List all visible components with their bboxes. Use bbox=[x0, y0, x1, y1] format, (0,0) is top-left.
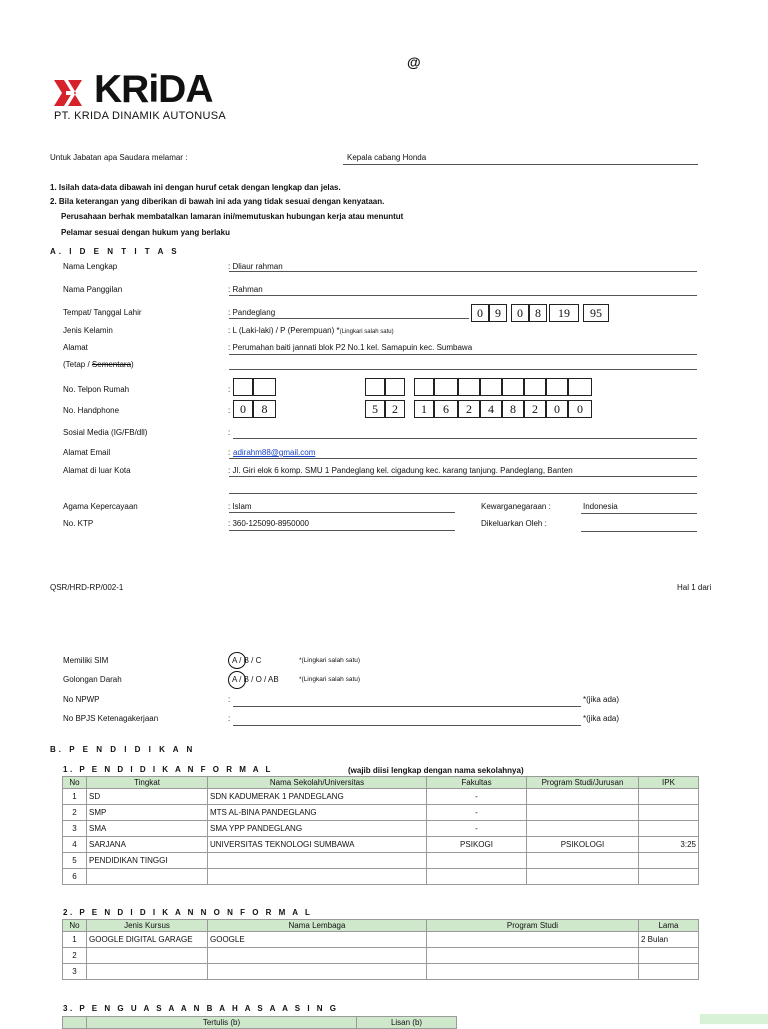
golongan-darah-label: Golongan Darah bbox=[63, 675, 122, 684]
row-jenis-kursus[interactable]: GOOGLE DIGITAL GARAGE bbox=[87, 932, 208, 948]
col-header-no: No bbox=[63, 777, 87, 789]
row-jurusan[interactable] bbox=[527, 853, 639, 869]
agama-label: Agama Kepercayaan bbox=[63, 502, 138, 511]
hp-box-2[interactable]: 8 bbox=[253, 400, 276, 418]
col-header-program-studi: Program Studi bbox=[427, 920, 639, 932]
dob-box-6[interactable]: 95 bbox=[583, 304, 609, 322]
instruction-2: 2. Bila keterangan yang diberikan di bawah ini ada yang tidak sesuai dengan kenyataan. bbox=[50, 197, 385, 206]
jenis-kelamin-value[interactable] bbox=[228, 326, 394, 335]
nama-lengkap-value[interactable]: : Dliaur rahman bbox=[228, 262, 283, 271]
table-row bbox=[63, 805, 699, 821]
hp-box-4[interactable]: 2 bbox=[385, 400, 405, 418]
row-fakultas[interactable] bbox=[427, 869, 527, 885]
position-value[interactable]: Kepala cabang Honda bbox=[347, 153, 427, 162]
page-number: Hal 1 dari bbox=[677, 583, 712, 592]
row-no: 3 bbox=[63, 821, 87, 837]
table-row bbox=[63, 964, 699, 980]
alamat-underline-1 bbox=[229, 354, 697, 355]
instruction-1: 1. Isilah data-data dibawah ini dengan huruf cetak dengan lengkap dan jelas. bbox=[50, 183, 341, 192]
col-header-tingkat: Tingkat bbox=[87, 777, 208, 789]
email-label: Alamat Email bbox=[63, 448, 111, 457]
telpon-box-3[interactable] bbox=[365, 378, 385, 396]
bahasa-table bbox=[62, 1016, 457, 1029]
ttl-label: Tempat/ Tanggal Lahir bbox=[63, 308, 142, 317]
formal-note: (wajib diisi lengkap dengan nama sekolahnya) bbox=[348, 766, 524, 775]
hp-box-12[interactable]: 0 bbox=[568, 400, 592, 418]
telpon-box-8[interactable] bbox=[480, 378, 502, 396]
section-pendidikan: B. P E N D I D I K A N bbox=[50, 745, 196, 754]
sosmed-underline bbox=[233, 438, 697, 439]
row-lembaga[interactable]: GOOGLE bbox=[208, 932, 427, 948]
alamat-luar-underline-2 bbox=[229, 493, 697, 494]
sosmed-colon: : bbox=[228, 428, 231, 437]
row-tingkat[interactable]: SD bbox=[87, 789, 208, 805]
row-program-studi[interactable] bbox=[427, 964, 639, 980]
row-jurusan[interactable]: PSIKOLOGI bbox=[527, 837, 639, 853]
hp-box-7[interactable]: 2 bbox=[458, 400, 480, 418]
sim-options[interactable]: A / B / C bbox=[232, 656, 262, 665]
col-header-jenis-kursus: Jenis Kursus bbox=[87, 920, 208, 932]
alamat-underline-2 bbox=[229, 369, 697, 370]
alamat-luar-underline-1 bbox=[229, 476, 697, 477]
table-row bbox=[63, 869, 699, 885]
instruction-3: Perusahaan berhak membatalkan lamaran ini/memutuskan hubungan kerja atau menuntut bbox=[61, 212, 404, 221]
row-fakultas[interactable]: - bbox=[427, 789, 527, 805]
npwp-underline[interactable] bbox=[233, 706, 581, 707]
row-lama[interactable]: 2 Bulan bbox=[639, 932, 699, 948]
telpon-box-11[interactable] bbox=[546, 378, 568, 396]
alamat-status-struck: Sementara bbox=[91, 360, 132, 369]
row-jurusan[interactable] bbox=[527, 821, 639, 837]
row-ipk[interactable] bbox=[639, 853, 699, 869]
golongan-darah-options[interactable]: A / B / O / AB bbox=[232, 675, 279, 684]
hp-box-6[interactable]: 6 bbox=[434, 400, 458, 418]
company-name: PT. KRIDA DINAMIK AUTONUSA bbox=[54, 110, 227, 122]
row-tingkat[interactable]: SARJANA bbox=[87, 837, 208, 853]
ttl-value[interactable]: : Pandeglang bbox=[228, 308, 276, 317]
row-program-studi[interactable] bbox=[427, 932, 639, 948]
kewarganegaraan-label: Kewarganegaraan : bbox=[481, 502, 551, 511]
sim-note: *(Lingkari salah satu) bbox=[299, 657, 361, 664]
nama-panggilan-underline bbox=[229, 295, 697, 296]
row-lama[interactable] bbox=[639, 964, 699, 980]
nama-lengkap-underline bbox=[229, 271, 697, 272]
section-pendidikan-formal: 1. P E N D I D I K A N F O R M A L bbox=[63, 765, 273, 774]
row-no: 2 bbox=[63, 805, 87, 821]
row-jenis-kursus[interactable] bbox=[87, 948, 208, 964]
position-underline bbox=[343, 164, 698, 165]
row-tingkat[interactable]: SMA bbox=[87, 821, 208, 837]
row-jenis-kursus[interactable] bbox=[87, 964, 208, 980]
doc-code: QSR/HRD-RP/002-1 bbox=[50, 583, 124, 592]
telpon-colon: : bbox=[228, 385, 231, 394]
bpjs-colon: : bbox=[228, 714, 231, 723]
alamat-value[interactable]: : Perumahan baiti jannati blok P2 No.1 kel. Samapuin kec. Sumbawa bbox=[228, 343, 473, 352]
row-jurusan[interactable] bbox=[527, 805, 639, 821]
col-header-tertulis: Tertulis (b) bbox=[87, 1017, 357, 1029]
alamat-status bbox=[63, 360, 134, 369]
hp-box-9[interactable]: 8 bbox=[502, 400, 524, 418]
formal-table-header bbox=[63, 777, 699, 789]
row-sekolah[interactable]: MTS AL-BINA PANDEGLANG bbox=[208, 805, 427, 821]
telpon-box-9[interactable] bbox=[502, 378, 524, 396]
nama-lengkap-label: Nama Lengkap bbox=[63, 262, 118, 271]
jenis-kelamin-label: Jenis Kelamin bbox=[63, 326, 113, 335]
hp-box-5[interactable]: 1 bbox=[414, 400, 434, 418]
row-sekolah[interactable]: UNIVERSITAS TEKNOLOGI SUMBAWA bbox=[208, 837, 427, 853]
darah-circle bbox=[228, 671, 246, 689]
col-header-lisan: Lisan (b) bbox=[357, 1017, 457, 1029]
col-header-fakultas: Fakultas bbox=[427, 777, 527, 789]
nama-panggilan-value[interactable]: : Rahman bbox=[228, 285, 263, 294]
col-header-blank bbox=[63, 1017, 87, 1029]
table-row bbox=[63, 789, 699, 805]
telpon-box-2[interactable] bbox=[253, 378, 276, 396]
sim-circle bbox=[228, 652, 246, 669]
at-symbol: @ bbox=[407, 54, 421, 70]
dob-box-1[interactable]: 0 bbox=[471, 304, 489, 322]
table-row bbox=[63, 821, 699, 837]
npwp-label: No NPWP bbox=[63, 695, 100, 704]
npwp-note: *(jika ada) bbox=[583, 695, 620, 704]
telpon-label: No. Telpon Rumah bbox=[63, 385, 130, 394]
ttl-underline bbox=[229, 318, 469, 319]
row-fakultas[interactable]: - bbox=[427, 805, 527, 821]
hp-box-1[interactable]: 0 bbox=[233, 400, 253, 418]
col-header-no: No bbox=[63, 920, 87, 932]
handphone-colon: : bbox=[228, 406, 231, 415]
alamat-luar-label: Alamat di luar Kota bbox=[63, 466, 131, 475]
alamat-label: Alamat bbox=[63, 343, 88, 352]
row-sekolah[interactable] bbox=[208, 853, 427, 869]
row-no: 2 bbox=[63, 948, 87, 964]
ktp-label: No. KTP bbox=[63, 519, 94, 528]
email-colon: : bbox=[228, 448, 231, 457]
dikeluarkan-underline bbox=[581, 531, 697, 532]
table-row bbox=[63, 853, 699, 869]
nonformal-table-header bbox=[63, 920, 699, 932]
hp-box-11[interactable]: 0 bbox=[546, 400, 568, 418]
col-header-ipk: IPK bbox=[639, 777, 699, 789]
row-lama[interactable] bbox=[639, 948, 699, 964]
logo-wordmark: KRiDA bbox=[94, 68, 213, 111]
jenis-kelamin-options: : L (Laki-laki) / P (Perempuan) * bbox=[228, 326, 340, 335]
alamat-luar-value[interactable]: : Jl. Giri elok 6 komp. SMU 1 Pandeglang kel. cigadung kec. karang tanjung. Pandeglang, Banten bbox=[228, 466, 573, 475]
row-fakultas[interactable]: PSIKOGI bbox=[427, 837, 527, 853]
row-lembaga[interactable] bbox=[208, 964, 427, 980]
row-tingkat[interactable]: PENDIDIKAN TINGGI bbox=[87, 853, 208, 869]
section-pendidikan-nonformal: 2. P E N D I D I K A N N O N F O R M A L bbox=[63, 908, 313, 917]
dob-box-3[interactable]: 0 bbox=[511, 304, 529, 322]
agama-underline bbox=[229, 512, 455, 513]
row-no: 6 bbox=[63, 869, 87, 885]
sosmed-label: Sosial Media (IG/FB/dll) bbox=[63, 428, 148, 437]
telpon-box-5[interactable] bbox=[414, 378, 434, 396]
golongan-darah-note: *(Lingkari salah satu) bbox=[299, 676, 361, 683]
sim-label: Memiliki SIM bbox=[63, 656, 109, 665]
row-ipk[interactable] bbox=[639, 821, 699, 837]
row-fakultas[interactable]: - bbox=[427, 821, 527, 837]
hp-box-3[interactable]: 5 bbox=[365, 400, 385, 418]
instruction-4: Pelamar sesuai dengan hukum yang berlaku bbox=[61, 228, 230, 237]
table-row bbox=[63, 932, 699, 948]
alamat-status-prefix: (Tetap / bbox=[63, 360, 92, 369]
telpon-box-6[interactable] bbox=[434, 378, 458, 396]
dob-box-4[interactable]: 8 bbox=[529, 304, 547, 322]
row-ipk[interactable] bbox=[639, 869, 699, 885]
ktp-value[interactable]: : 360-125090-8950000 bbox=[228, 519, 309, 528]
position-label: Untuk Jabatan apa Saudara melamar : bbox=[50, 153, 188, 162]
row-no: 5 bbox=[63, 853, 87, 869]
email-link[interactable]: adirahm88@gmail.com bbox=[233, 448, 316, 457]
bpjs-note: *(jika ada) bbox=[583, 714, 620, 723]
table-row bbox=[63, 837, 699, 853]
row-program-studi[interactable] bbox=[427, 948, 639, 964]
bpjs-label: No BPJS Ketenagakerjaan bbox=[63, 714, 159, 723]
row-ipk[interactable]: 3:25 bbox=[639, 837, 699, 853]
col-header-jurusan: Program Studi/Jurusan bbox=[527, 777, 639, 789]
telpon-box-12[interactable] bbox=[568, 378, 592, 396]
row-ipk[interactable] bbox=[639, 789, 699, 805]
row-jurusan[interactable] bbox=[527, 789, 639, 805]
col-header-lama: Lama bbox=[639, 920, 699, 932]
row-no: 1 bbox=[63, 789, 87, 805]
agama-value[interactable]: : Islam bbox=[228, 502, 252, 511]
row-sekolah[interactable]: SDN KADUMERAK 1 PANDEGLANG bbox=[208, 789, 427, 805]
nonformal-education-table bbox=[62, 919, 699, 980]
hp-box-10[interactable]: 2 bbox=[524, 400, 546, 418]
row-sekolah[interactable]: SMA YPP PANDEGLANG bbox=[208, 821, 427, 837]
section-bahasa-asing: 3. P E N G U A S A A N B A H A S A A S I N G bbox=[63, 1004, 339, 1013]
dikeluarkan-label: Dikeluarkan Oleh : bbox=[481, 519, 547, 528]
jenis-kelamin-note: (Lingkari salah satu) bbox=[339, 329, 394, 335]
row-fakultas[interactable] bbox=[427, 853, 527, 869]
green-highlight-bar bbox=[700, 1014, 768, 1024]
telpon-box-1[interactable] bbox=[233, 378, 253, 396]
email-underline bbox=[229, 458, 697, 459]
section-identitas: A. I D E N T I T A S bbox=[50, 247, 180, 256]
krida-logo-icon bbox=[52, 76, 92, 110]
row-tingkat[interactable]: SMP bbox=[87, 805, 208, 821]
row-jurusan[interactable] bbox=[527, 869, 639, 885]
row-no: 4 bbox=[63, 837, 87, 853]
row-sekolah[interactable] bbox=[208, 869, 427, 885]
ktp-underline bbox=[229, 530, 455, 531]
dob-box-5[interactable]: 19 bbox=[549, 304, 579, 322]
bahasa-table-header bbox=[63, 1017, 457, 1029]
kewarganegaraan-underline bbox=[581, 513, 697, 514]
dob-box-2[interactable]: 9 bbox=[489, 304, 507, 322]
kewarganegaraan-value[interactable]: Indonesia bbox=[583, 502, 618, 511]
row-ipk[interactable] bbox=[639, 805, 699, 821]
nama-panggilan-label: Nama Panggilan bbox=[63, 285, 123, 294]
formal-education-table bbox=[62, 776, 699, 885]
handphone-label: No. Handphone bbox=[63, 406, 120, 415]
row-lembaga[interactable] bbox=[208, 948, 427, 964]
telpon-box-4[interactable] bbox=[385, 378, 405, 396]
table-row bbox=[63, 948, 699, 964]
telpon-box-7[interactable] bbox=[458, 378, 480, 396]
telpon-box-10[interactable] bbox=[524, 378, 546, 396]
hp-box-8[interactable]: 4 bbox=[480, 400, 502, 418]
col-header-lembaga: Nama Lembaga bbox=[208, 920, 427, 932]
row-no: 3 bbox=[63, 964, 87, 980]
bpjs-underline[interactable] bbox=[233, 725, 581, 726]
row-tingkat[interactable] bbox=[87, 869, 208, 885]
col-header-sekolah: Nama Sekolah/Universitas bbox=[208, 777, 427, 789]
row-no: 1 bbox=[63, 932, 87, 948]
npwp-colon: : bbox=[228, 695, 231, 704]
alamat-status-suffix: ) bbox=[131, 360, 134, 369]
